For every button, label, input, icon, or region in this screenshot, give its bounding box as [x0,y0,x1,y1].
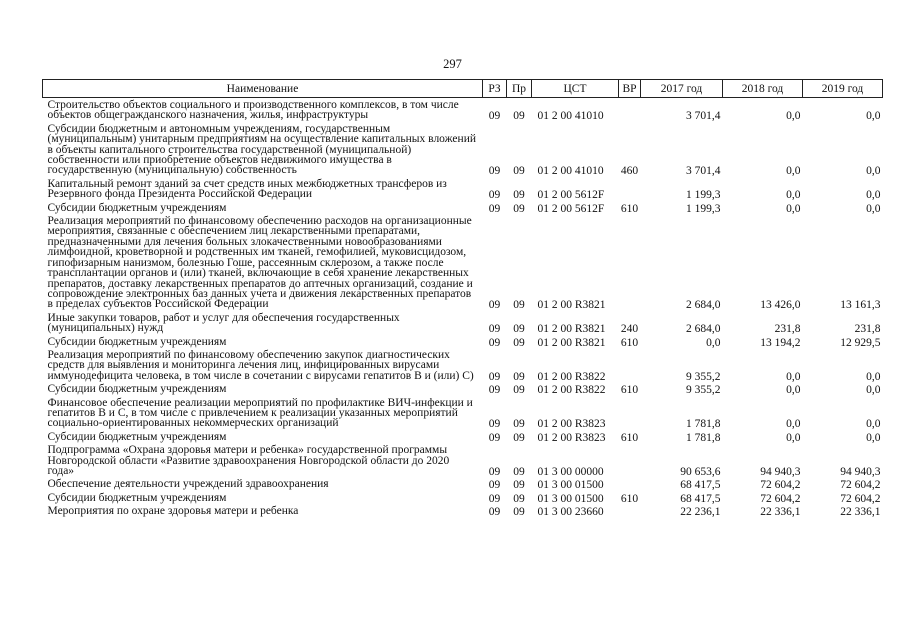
cell-2019: 0,0 [866,189,881,202]
cell-pr: 09 [513,492,525,505]
cell-2019: 13 161,3 [840,299,881,312]
cell-2019: 0,0 [866,110,881,123]
cell-rz: 09 [488,506,501,519]
cell-vr [619,443,641,477]
budget-table [42,79,883,518]
table-row [43,335,883,348]
table-row [43,382,883,395]
cell-cst: 01 2 00 5612F [537,189,605,202]
cell-name: Иные закупки товаров, работ и услуг для обеспечения государственных (муниципальных) нужд [47,311,400,335]
cell-2017: 0,0 [706,336,721,349]
cell-2018: 13 426,0 [760,299,801,312]
cell-vr [619,396,641,430]
table-header-row [43,80,883,98]
cell-vr [619,177,641,201]
cell-name: Реализация мероприятий по финансовому обеспечению закупок диагностических средств для выявления и мониторинга лечения лиц, инфицированных вирусами иммунодефицита человека, в том числе в сочетании с вирусами гепатитов В и (или) С) [47,348,474,382]
cell-name: Мероприятия по охране здоровья матери и ребенка [47,505,299,518]
header-2019: 2019 год [803,80,883,98]
cell-2019: 0,0 [866,370,881,383]
cell-2017: 2 684,0 [686,323,721,336]
cell-cst: 01 3 00 01500 [537,492,604,505]
cell-rz: 09 [488,384,501,397]
cell-2017: 1 781,8 [686,418,721,431]
cell-name: Субсидии бюджетным учреждениям [47,335,227,348]
table-row [43,443,883,477]
cell-2018: 94 940,3 [760,466,801,478]
header-vr: ВР [619,80,641,98]
table-row [43,491,883,504]
cell-rz: 09 [488,323,501,336]
table-body [43,98,883,518]
table-row [43,504,883,517]
cell-2018: 0,0 [786,370,801,383]
cell-vr: 610 [620,492,639,505]
cell-rz: 09 [488,336,501,349]
cell-pr: 09 [513,336,525,349]
table-row [43,122,883,177]
cell-2017: 1 199,3 [686,189,721,202]
cell-rz: 09 [488,189,501,202]
cell-vr: 240 [620,323,639,336]
cell-2018: 0,0 [786,202,801,215]
table-row [43,396,883,430]
cell-2018: 0,0 [786,431,801,444]
cell-vr: 460 [620,165,639,178]
cell-2019: 0,0 [866,165,881,178]
cell-rz: 09 [488,492,501,505]
cell-vr [619,477,641,490]
cell-rz: 09 [488,370,501,383]
cell-vr [619,98,641,122]
cell-name: Обеспечение деятельности учреждений здравоохранения [47,478,329,491]
cell-cst: 01 2 00 41010 [537,110,604,123]
cell-rz: 09 [488,418,501,431]
cell-vr: 610 [620,384,639,397]
cell-2018: 0,0 [786,418,801,431]
cell-rz: 09 [488,431,501,444]
cell-rz: 09 [488,299,501,312]
cell-pr: 09 [513,431,525,444]
table-row [43,98,883,122]
cell-2018: 0,0 [786,384,801,397]
page-number: 297 [443,57,462,71]
cell-2019: 72 604,2 [840,492,881,505]
table-row [43,177,883,201]
cell-2017: 1 781,8 [686,431,721,444]
cell-pr: 09 [513,384,525,397]
cell-2019: 94 940,3 [840,466,881,478]
cell-2018: 0,0 [786,189,801,202]
cell-name: Субсидии бюджетным учреждениям [47,491,227,504]
cell-name: Субсидии бюджетным и автономным учреждениям, государственным (муниципальным) унитарным предприятиям на осуществление капитальных вложений в объекты капитального строительства государственной (муниципальной) собственности или приобретение объектов недвижимого имущества в государственную (муниципальную) собственность [47,122,477,177]
cell-cst: 01 2 00 R3821 [537,299,606,312]
cell-pr: 09 [513,479,525,492]
cell-pr: 09 [513,189,525,202]
cell-2018: 0,0 [786,165,801,178]
cell-vr [619,504,641,517]
header-rz: РЗ [483,80,507,98]
cell-rz: 09 [488,466,501,478]
cell-2018: 22 336,1 [760,506,801,519]
cell-cst: 01 3 00 01500 [537,479,604,492]
table-row [43,348,883,382]
cell-pr: 09 [513,202,525,215]
cell-rz: 09 [488,479,501,492]
header-pr: Пр [507,80,532,98]
cell-2019: 0,0 [866,384,881,397]
cell-name: Финансовое обеспечение реализации мероприятий по профилактике ВИЧ-инфекции и гепатитов В и С, в том числе с привлечением к реализации указанных мероприятий социально-ориентированных некоммерческих организаций [47,396,473,430]
cell-cst: 01 2 00 R3821 [537,336,606,349]
cell-rz: 09 [488,110,501,123]
cell-2019: 22 336,1 [840,506,881,519]
cell-2017: 68 417,5 [680,479,721,492]
cell-cst: 01 2 00 R3822 [537,370,606,383]
cell-2017: 90 653,6 [680,466,721,478]
cell-name: Субсидии бюджетным учреждениям [47,201,227,214]
cell-cst: 01 2 00 5612F [537,202,605,215]
cell-2018: 0,0 [786,110,801,123]
cell-rz: 09 [488,165,501,178]
header-cst: ЦСТ [532,80,619,98]
cell-2018: 72 604,2 [760,479,801,492]
cell-cst: 01 2 00 R3821 [537,323,606,336]
cell-2019: 231,8 [854,323,881,336]
cell-cst: 01 2 00 R3823 [537,418,606,431]
cell-pr: 09 [513,110,525,123]
cell-pr: 09 [513,323,525,336]
cell-cst: 01 2 00 R3823 [537,431,606,444]
cell-2019: 12 929,5 [840,336,881,349]
cell-2018: 231,8 [774,323,801,336]
cell-2018: 72 604,2 [760,492,801,505]
cell-pr: 09 [513,165,525,178]
cell-name: Подпрограмма «Охрана здоровья матери и ребенка» государственной программы Новгородской области «Развитие здравоохранения Новгородской области до 2020 года» [47,444,450,477]
header-name: Наименование [43,80,483,98]
cell-pr: 09 [513,466,525,478]
header-2018: 2018 год [723,80,803,98]
cell-cst: 01 3 00 23660 [537,506,604,519]
table-row [43,214,883,311]
cell-vr: 610 [620,202,639,215]
cell-2017: 3 701,4 [686,110,721,123]
cell-2019: 0,0 [866,431,881,444]
cell-2017: 68 417,5 [680,492,721,505]
cell-2017: 1 199,3 [686,202,721,215]
cell-2017: 9 355,2 [686,384,721,397]
cell-rz: 09 [488,202,501,215]
cell-2017: 2 684,0 [686,299,721,312]
cell-cst: 01 3 00 00000 [537,466,604,478]
cell-name: Строительство объектов социального и производственного комплексов, в том числе объектов общегражданского назначения, жилья, инфраструктуры [47,99,459,122]
cell-name: Капитальный ремонт зданий за счет средств иных межбюджетных трансферов из Резервного фонда Президента Российской Федерации [47,177,447,201]
cell-2017: 22 236,1 [680,506,721,519]
cell-2019: 72 604,2 [840,479,881,492]
cell-pr: 09 [513,506,525,519]
cell-name: Субсидии бюджетным учреждениям [47,430,227,443]
table-row [43,311,883,335]
cell-vr [619,348,641,382]
cell-name: Реализация мероприятий по финансовому обеспечению расходов на организационные мероприятия, связанные с обеспечением лиц лекарственными препаратами, предназначенными для лечения больных злокачественными новообразованиями лимфоидной, кроветворной и родственных им тканей, гемофилией, муковисцидозом, гипофизарным нанизмом, болезнью Гоше, рассеянным склерозом, а также после трансплантации органов и (или) тканей, включающие в себя хранение лекарственных препаратов, доставку лекарственных препаратов до аптечных организаций, создание и сопровождение электронных баз данных учета и движения лекарственных препаратов в пределах субъектов Российской Федерации [47,215,473,311]
cell-pr: 09 [513,299,525,312]
cell-pr: 09 [513,418,525,431]
cell-vr: 610 [620,336,639,349]
cell-cst: 01 2 00 41010 [537,165,604,178]
cell-2019: 0,0 [866,202,881,215]
table-row [43,201,883,214]
cell-name: Субсидии бюджетным учреждениям [47,383,227,396]
cell-vr [619,214,641,311]
header-2017: 2017 год [641,80,723,98]
cell-vr: 610 [620,431,639,444]
cell-pr: 09 [513,370,525,383]
cell-cst: 01 2 00 R3822 [537,384,606,397]
table-row [43,477,883,490]
table-row [43,430,883,443]
cell-2018: 13 194,2 [760,336,801,349]
cell-2017: 3 701,4 [686,165,721,178]
cell-2019: 0,0 [866,418,881,431]
cell-2017: 9 355,2 [686,370,721,383]
